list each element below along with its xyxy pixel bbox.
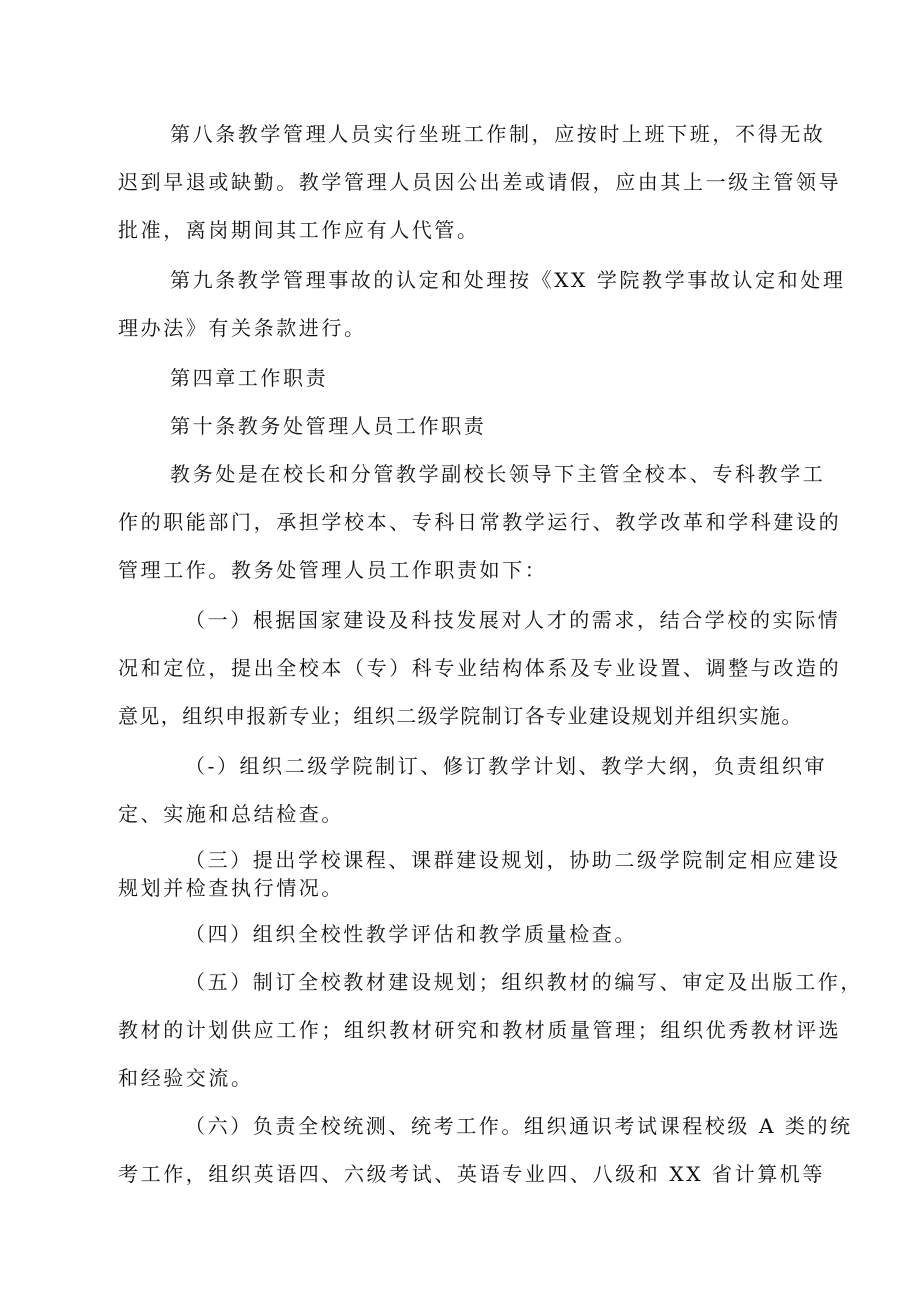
intro-line-3: 管理工作。教务处管理人员工作职责如下： xyxy=(118,558,548,582)
item-6-line-1: （六）负责全校统测、统考工作。组织通识考试课程校级 A 类的统 xyxy=(185,1114,853,1138)
item-1-line-1: （一）根据国家建设及科技发展对人才的需求，结合学校的实际情 xyxy=(185,608,841,632)
article-8-line-3: 批准，离岗期间其工作应有人代管。 xyxy=(118,218,480,242)
item-5-line-3: 和经验交流。 xyxy=(118,1066,254,1090)
intro-line-2: 作的职能部门，承担学校本、专科日常教学运行、教学改革和学科建设的 xyxy=(118,510,842,534)
item-5-line-1: （五）制订全校教材建设规划；组织教材的编写、审定及出版工作， xyxy=(185,970,863,994)
chapter-4-heading: 第四章工作职责 xyxy=(170,366,329,390)
item-2-line-1: （-）组织二级学院制订、修订教学计划、教学大纲，负责组织审 xyxy=(185,754,828,778)
item-4-line-1: （四）组织全校性教学评估和教学质量检查。 xyxy=(185,922,637,946)
item-5-line-2: 教材的计划供应工作；组织教材研究和教材质量管理；组织优秀教材评选 xyxy=(118,1018,842,1042)
article-8-line-1: 第八条教学管理人员实行坐班工作制，应按时上班下班，不得无故 xyxy=(170,122,826,146)
item-3-line-1: （三）提出学校课程、课群建设规划，协助二级学院制定相应建设 xyxy=(185,848,841,872)
article-10-heading: 第十条教务处管理人员工作职责 xyxy=(170,414,487,438)
article-9-line-1: 第九条教学管理事故的认定和处理按《XX 学院教学事故认定和处理 xyxy=(170,268,846,292)
article-8-line-2: 迟到早退或缺勤。教学管理人员因公出差或请假，应由其上一级主管领导 xyxy=(118,170,842,194)
intro-line-1: 教务处是在校长和分管教学副校长领导下主管全校本、专科教学工 xyxy=(170,462,826,486)
item-6-line-2: 考工作，组织英语四、六级考试、英语专业四、八级和 XX 省计算机等 xyxy=(118,1162,825,1186)
item-2-line-2: 定、实施和总结检查。 xyxy=(118,802,344,826)
item-1-line-3: 意见，组织申报新专业；组织二级学院制订各专业建设规划并组织实施。 xyxy=(118,704,803,728)
article-9-line-2: 理办法》有关条款进行。 xyxy=(118,316,367,340)
item-1-line-2: 况和定位，提出全校本（专）科专业结构体系及专业设置、调整与改造的 xyxy=(118,656,842,680)
item-3-line-2: 规划并检查执行情况。 xyxy=(118,876,344,900)
